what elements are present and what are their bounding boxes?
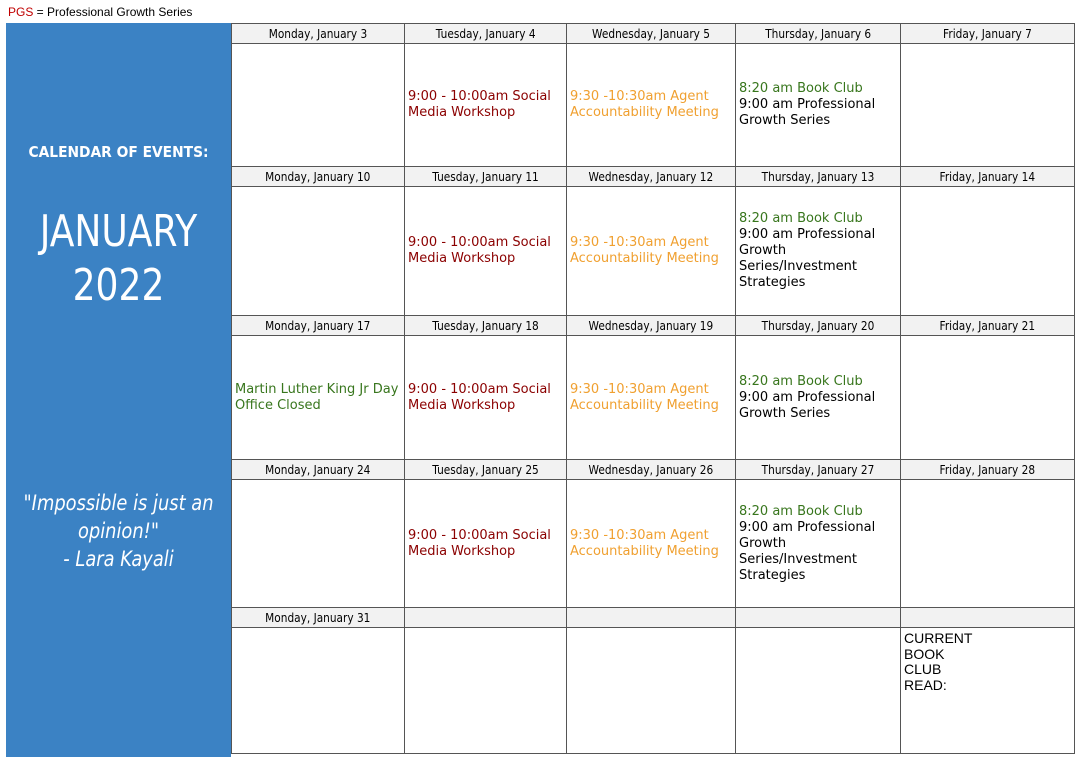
- day-cell-monday: [232, 628, 405, 754]
- day-header: Monday, January 24: [232, 460, 405, 480]
- event-professional-growth: 9:00 am Professional Growth Series: [739, 97, 876, 128]
- current-book-club-read: [901, 628, 1075, 754]
- week-row: [232, 480, 1075, 608]
- event-book-club: 8:20 am Book Club: [739, 373, 863, 389]
- day-cell-friday: [901, 44, 1075, 167]
- day-cell-thursday: [736, 336, 901, 460]
- event-professional-growth: 9:00 am Professional Growth Series: [739, 389, 876, 421]
- day-cell-thursday: [736, 480, 901, 608]
- week-header: [232, 316, 1075, 336]
- day-cell-friday: [901, 480, 1075, 608]
- event-agent-accountability: 9:30 -10:30am Agent Accountability Meeting: [567, 187, 736, 316]
- event-social-media-workshop: 9:00 - 10:00am Social Media Workshop: [405, 44, 567, 167]
- day-header: Tuesday, January 25: [405, 460, 567, 480]
- event-professional-growth: 9:00 am Professional Growth Series/Investment Strategies: [739, 519, 876, 583]
- day-header: Thursday, January 6: [736, 24, 901, 44]
- month-name: JANUARY: [39, 206, 198, 257]
- day-header: Wednesday, January 5: [567, 24, 736, 44]
- day-header: Friday, January 7: [901, 24, 1075, 44]
- day-header: Tuesday, January 11: [405, 167, 567, 187]
- day-header-empty: [567, 608, 736, 628]
- event-social-media-workshop: 9:00 - 10:00am Social Media Workshop: [405, 336, 567, 460]
- day-header-empty: [901, 608, 1075, 628]
- sidebar: [6, 23, 231, 757]
- day-cell-monday: [232, 44, 405, 167]
- day-header: Thursday, January 20: [736, 316, 901, 336]
- day-header: Friday, January 28: [901, 460, 1075, 480]
- week-header: [232, 460, 1075, 480]
- event-mlk-day: Martin Luther King Jr Day Office Closed: [232, 336, 405, 460]
- week-row: [232, 628, 1075, 754]
- week-header: [232, 167, 1075, 187]
- legend-text: = Professional Growth Series: [33, 5, 193, 19]
- day-header: Wednesday, January 26: [567, 460, 736, 480]
- event-agent-accountability: 9:30 -10:30am Agent Accountability Meeting: [567, 480, 736, 608]
- day-header: Tuesday, January 4: [405, 24, 567, 44]
- day-header: Monday, January 31: [232, 608, 405, 628]
- quote-author: - Lara Kayali: [63, 547, 174, 571]
- event-agent-accountability: 9:30 -10:30am Agent Accountability Meeting: [567, 336, 736, 460]
- calendar-grid: [231, 23, 1075, 754]
- legend: [8, 5, 192, 19]
- event-agent-accountability: 9:30 -10:30am Agent Accountability Meeting: [567, 44, 736, 167]
- event-book-club: 8:20 am Book Club: [739, 81, 863, 96]
- empty-cell: [736, 628, 901, 754]
- month-title: [26, 205, 211, 313]
- event-professional-growth: 9:00 am Professional Growth Series/Investment Strategies: [739, 227, 876, 290]
- day-cell-friday: [901, 187, 1075, 316]
- week-row: [232, 44, 1075, 167]
- day-cell-friday: [901, 336, 1075, 460]
- day-header: Friday, January 21: [901, 316, 1075, 336]
- event-social-media-workshop: 9:00 - 10:00am Social Media Workshop: [405, 187, 567, 316]
- week-row: [232, 336, 1075, 460]
- day-cell-thursday: [736, 44, 901, 167]
- week-header: [232, 608, 1075, 628]
- day-header: Thursday, January 13: [736, 167, 901, 187]
- day-header: Friday, January 14: [901, 167, 1075, 187]
- empty-cell: [405, 628, 567, 754]
- week-row: [232, 187, 1075, 316]
- quote-line-1: "Impossible is just an: [23, 491, 214, 515]
- month-year: 2022: [72, 260, 165, 311]
- day-cell-monday: [232, 187, 405, 316]
- empty-cell: [567, 628, 736, 754]
- day-header-empty: [405, 608, 567, 628]
- quote-line-2: opinion!": [77, 519, 160, 543]
- day-header: Monday, January 10: [232, 167, 405, 187]
- week-header: [232, 24, 1075, 44]
- day-header: Wednesday, January 19: [567, 316, 736, 336]
- day-cell-monday: [232, 480, 405, 608]
- day-header: Thursday, January 27: [736, 460, 901, 480]
- day-header: Wednesday, January 12: [567, 167, 736, 187]
- event-book-club: 8:20 am Book Club: [739, 503, 863, 519]
- events-title: CALENDAR OF EVENTS:: [28, 143, 209, 161]
- day-cell-thursday: [736, 187, 901, 316]
- legend-abbr: PGS: [8, 5, 34, 19]
- day-header: Tuesday, January 18: [405, 316, 567, 336]
- day-header: Monday, January 3: [232, 24, 405, 44]
- book-club-label: CURRENT BOOK CLUB READ:: [904, 630, 973, 693]
- day-header: Monday, January 17: [232, 316, 405, 336]
- event-social-media-workshop: 9:00 - 10:00am Social Media Workshop: [405, 480, 567, 608]
- quote: [23, 489, 214, 573]
- day-header-empty: [736, 608, 901, 628]
- event-book-club: 8:20 am Book Club: [739, 211, 863, 226]
